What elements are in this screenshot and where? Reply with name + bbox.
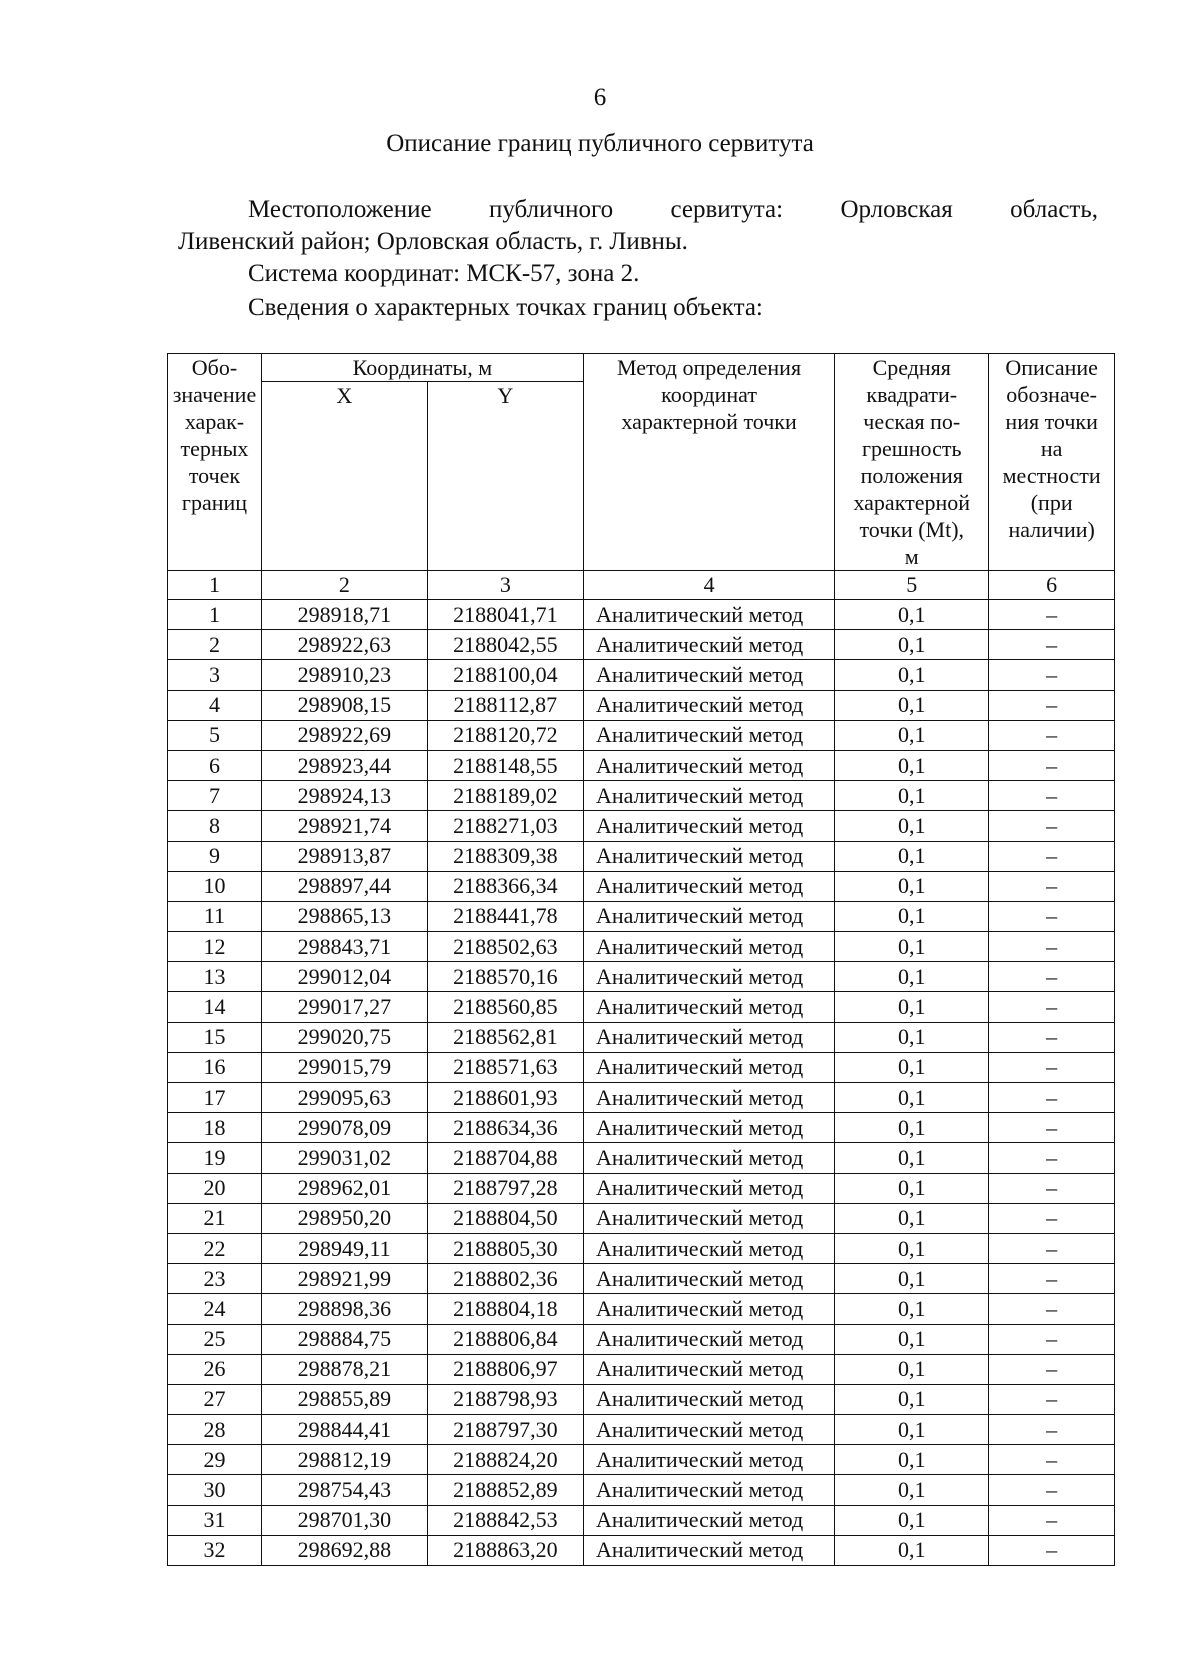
description-cell: – [989, 750, 1115, 780]
error-cell: 0,1 [835, 1113, 989, 1143]
method-cell: Аналитический метод [583, 1324, 834, 1354]
description-cell: – [989, 1294, 1115, 1324]
location-label: Местоположение [248, 196, 432, 223]
coord-x: 298754,43 [261, 1475, 427, 1505]
error-cell: 0,1 [835, 1384, 989, 1414]
table-row [168, 1294, 1115, 1324]
method-cell: Аналитический метод [583, 1052, 834, 1082]
table-row [168, 811, 1115, 841]
error-cell: 0,1 [835, 992, 989, 1022]
coord-x: 298855,89 [261, 1384, 427, 1414]
point-number: 26 [168, 1354, 262, 1384]
point-number: 29 [168, 1445, 262, 1475]
coord-x: 298949,11 [261, 1233, 427, 1263]
header-line: наличии) [1008, 517, 1095, 542]
method-cell: Аналитический метод [583, 1475, 834, 1505]
description-cell: – [989, 1354, 1115, 1384]
method-cell: Аналитический метод [583, 1415, 834, 1445]
coord-x: 298921,99 [261, 1264, 427, 1294]
description-cell: – [989, 1052, 1115, 1082]
method-cell: Аналитический метод [583, 1264, 834, 1294]
header-coordinates: Координаты, м [261, 354, 583, 382]
method-cell: Аналитический метод [583, 750, 834, 780]
point-number: 32 [168, 1535, 262, 1565]
method-cell: Аналитический метод [583, 871, 834, 901]
point-number: 27 [168, 1384, 262, 1414]
error-cell: 0,1 [835, 901, 989, 931]
coord-y: 2188041,71 [427, 600, 583, 630]
point-number: 13 [168, 962, 262, 992]
method-cell: Аналитический метод [583, 1294, 834, 1324]
point-number: 15 [168, 1022, 262, 1052]
coord-y: 2188863,20 [427, 1535, 583, 1565]
column-number: 3 [427, 571, 583, 600]
point-number: 17 [168, 1083, 262, 1113]
method-cell: Аналитический метод [583, 932, 834, 962]
error-cell: 0,1 [835, 1505, 989, 1535]
table-row [168, 660, 1115, 690]
points-info: Сведения о характерных точках границ объекта: [248, 294, 763, 321]
point-number: 14 [168, 992, 262, 1022]
error-cell: 0,1 [835, 1203, 989, 1233]
table-row [168, 841, 1115, 871]
coord-x: 298924,13 [261, 781, 427, 811]
method-cell: Аналитический метод [583, 630, 834, 660]
header-line: ческая по- [863, 409, 961, 434]
header-line: границ [181, 490, 248, 515]
method-cell: Аналитический метод [583, 600, 834, 630]
column-number: 5 [835, 571, 989, 600]
coord-y: 2188441,78 [427, 901, 583, 931]
description-cell: – [989, 1475, 1115, 1505]
method-cell: Аналитический метод [583, 811, 834, 841]
description-cell: – [989, 1143, 1115, 1173]
point-number: 4 [168, 690, 262, 720]
point-number: 18 [168, 1113, 262, 1143]
coord-x: 299012,04 [261, 962, 427, 992]
table-row [168, 1113, 1115, 1143]
coord-x: 299017,27 [261, 992, 427, 1022]
description-cell: – [989, 720, 1115, 750]
point-number: 11 [168, 901, 262, 931]
description-cell: – [989, 1022, 1115, 1052]
location-word: публичного [489, 196, 614, 223]
error-cell: 0,1 [835, 1445, 989, 1475]
point-number: 24 [168, 1294, 262, 1324]
point-number: 3 [168, 660, 262, 690]
header-line: харак- [184, 409, 245, 434]
table-row [168, 1083, 1115, 1113]
table-row [168, 1415, 1115, 1445]
coord-x: 298878,21 [261, 1354, 427, 1384]
header-line: квадрати- [866, 382, 958, 407]
point-number: 21 [168, 1203, 262, 1233]
error-cell: 0,1 [835, 841, 989, 871]
error-cell: 0,1 [835, 1173, 989, 1203]
coord-x: 298692,88 [261, 1535, 427, 1565]
description-cell: – [989, 781, 1115, 811]
coord-x: 299078,09 [261, 1113, 427, 1143]
table-row [168, 720, 1115, 750]
description-cell: – [989, 1505, 1115, 1535]
point-number: 9 [168, 841, 262, 871]
header-line: значение [172, 382, 257, 407]
point-number: 30 [168, 1475, 262, 1505]
header-line: характерной точки [621, 409, 797, 434]
location-word: Орловская [840, 196, 953, 223]
coord-y: 2188797,28 [427, 1173, 583, 1203]
location-word: сервитута: [670, 196, 784, 223]
header-line: характерной [853, 490, 971, 515]
coord-y: 2188502,63 [427, 932, 583, 962]
header-line: м [904, 544, 919, 569]
coord-y: 2188309,38 [427, 841, 583, 871]
description-cell: – [989, 901, 1115, 931]
table-row [168, 781, 1115, 811]
point-number: 23 [168, 1264, 262, 1294]
header-line: терных [180, 436, 249, 461]
location-word: область, [1010, 196, 1098, 223]
method-cell: Аналитический метод [583, 1203, 834, 1233]
table-row [168, 1022, 1115, 1052]
header-y: Y [427, 382, 583, 571]
page-number: 6 [593, 84, 607, 111]
description-cell: – [989, 962, 1115, 992]
table-row [168, 1535, 1115, 1565]
coord-y: 2188804,50 [427, 1203, 583, 1233]
table-row [168, 1233, 1115, 1263]
coord-y: 2188842,53 [427, 1505, 583, 1535]
description-cell: – [989, 992, 1115, 1022]
description-cell: – [989, 1535, 1115, 1565]
column-number: 2 [261, 571, 427, 600]
description-cell: – [989, 630, 1115, 660]
error-cell: 0,1 [835, 690, 989, 720]
method-cell: Аналитический метод [583, 1535, 834, 1565]
header-x: X [261, 382, 427, 571]
description-cell: – [989, 660, 1115, 690]
table-row [168, 1354, 1115, 1384]
point-number: 28 [168, 1415, 262, 1445]
coord-y: 2188852,89 [427, 1475, 583, 1505]
header-line: (при [1030, 490, 1073, 515]
header-line: Средняя [872, 355, 951, 380]
method-cell: Аналитический метод [583, 1022, 834, 1052]
coord-x: 298918,71 [261, 600, 427, 630]
table-row [168, 1324, 1115, 1354]
method-cell: Аналитический метод [583, 690, 834, 720]
description-cell: – [989, 932, 1115, 962]
point-number: 12 [168, 932, 262, 962]
coord-x: 298950,20 [261, 1203, 427, 1233]
coord-y: 2188601,93 [427, 1083, 583, 1113]
coord-x: 299031,02 [261, 1143, 427, 1173]
header-line: координат [661, 382, 757, 407]
error-cell: 0,1 [835, 1233, 989, 1263]
header-line: обозначе- [1006, 382, 1097, 407]
method-cell: Аналитический метод [583, 720, 834, 750]
table-row [168, 932, 1115, 962]
coord-x: 298844,41 [261, 1415, 427, 1445]
location-line2: Ливенский район; Орловская область, г. Ливны. [178, 228, 688, 255]
coord-x: 298843,71 [261, 932, 427, 962]
coord-x: 298897,44 [261, 871, 427, 901]
coord-x: 298921,74 [261, 811, 427, 841]
point-number: 7 [168, 781, 262, 811]
coord-x: 298701,30 [261, 1505, 427, 1535]
header-method [583, 354, 834, 571]
coord-y: 2188042,55 [427, 630, 583, 660]
point-number: 19 [168, 1143, 262, 1173]
coord-y: 2188571,63 [427, 1052, 583, 1082]
header-line: точек [188, 463, 241, 488]
description-cell: – [989, 690, 1115, 720]
coord-x: 298884,75 [261, 1324, 427, 1354]
header-line: на [1040, 436, 1063, 461]
coord-y: 2188804,18 [427, 1294, 583, 1324]
error-cell: 0,1 [835, 1022, 989, 1052]
error-cell: 0,1 [835, 660, 989, 690]
error-cell: 0,1 [835, 1475, 989, 1505]
error-cell: 0,1 [835, 600, 989, 630]
coord-y: 2188112,87 [427, 690, 583, 720]
coord-x: 298923,44 [261, 750, 427, 780]
coord-x: 298908,15 [261, 690, 427, 720]
coord-x: 298922,63 [261, 630, 427, 660]
point-number: 2 [168, 630, 262, 660]
table-row [168, 1445, 1115, 1475]
table-row [168, 1173, 1115, 1203]
point-number: 1 [168, 600, 262, 630]
coord-y: 2188100,04 [427, 660, 583, 690]
coordinate-system: Система координат: МСК-57, зона 2. [248, 260, 640, 287]
error-cell: 0,1 [835, 962, 989, 992]
coord-x: 299020,75 [261, 1022, 427, 1052]
description-cell: – [989, 1415, 1115, 1445]
method-cell: Аналитический метод [583, 660, 834, 690]
point-number: 5 [168, 720, 262, 750]
coord-x: 299095,63 [261, 1083, 427, 1113]
coord-x: 298910,23 [261, 660, 427, 690]
coord-x: 298812,19 [261, 1445, 427, 1475]
table-row [168, 962, 1115, 992]
error-cell: 0,1 [835, 1083, 989, 1113]
table-row [168, 750, 1115, 780]
table-row [168, 1505, 1115, 1535]
header-point-designation [168, 354, 262, 571]
point-number: 16 [168, 1052, 262, 1082]
coord-y: 2188570,16 [427, 962, 583, 992]
coord-y: 2188189,02 [427, 781, 583, 811]
error-cell: 0,1 [835, 1264, 989, 1294]
table-row [168, 600, 1115, 630]
method-cell: Аналитический метод [583, 962, 834, 992]
coord-y: 2188634,36 [427, 1113, 583, 1143]
coord-y: 2188824,20 [427, 1445, 583, 1475]
coord-x: 298865,13 [261, 901, 427, 931]
point-number: 10 [168, 871, 262, 901]
coord-x: 298922,69 [261, 720, 427, 750]
error-cell: 0,1 [835, 1143, 989, 1173]
column-number: 4 [583, 571, 834, 600]
method-cell: Аналитический метод [583, 992, 834, 1022]
table-row [168, 1475, 1115, 1505]
coord-x: 299015,79 [261, 1052, 427, 1082]
error-cell: 0,1 [835, 932, 989, 962]
description-cell: – [989, 811, 1115, 841]
location-paragraph [178, 194, 1098, 258]
method-cell: Аналитический метод [583, 1113, 834, 1143]
method-cell: Аналитический метод [583, 901, 834, 931]
method-cell: Аналитический метод [583, 1354, 834, 1384]
error-cell: 0,1 [835, 781, 989, 811]
description-cell: – [989, 1324, 1115, 1354]
description-cell: – [989, 1264, 1115, 1294]
coord-y: 2188366,34 [427, 871, 583, 901]
method-cell: Аналитический метод [583, 1233, 834, 1263]
coord-y: 2188562,81 [427, 1022, 583, 1052]
header-line: точки (Mt), [859, 517, 965, 542]
point-number: 25 [168, 1324, 262, 1354]
description-cell: – [989, 1384, 1115, 1414]
method-cell: Аналитический метод [583, 1505, 834, 1535]
table-row [168, 871, 1115, 901]
header-error [835, 354, 989, 571]
method-cell: Аналитический метод [583, 1445, 834, 1475]
method-cell: Аналитический метод [583, 841, 834, 871]
description-cell: – [989, 600, 1115, 630]
error-cell: 0,1 [835, 1535, 989, 1565]
page-title: Описание границ публичного сервитута [386, 130, 814, 157]
coord-x: 298962,01 [261, 1173, 427, 1203]
coord-y: 2188120,72 [427, 720, 583, 750]
column-number: 6 [989, 571, 1115, 600]
description-cell: – [989, 1445, 1115, 1475]
error-cell: 0,1 [835, 1354, 989, 1384]
table-row [168, 1203, 1115, 1233]
header-line: грешность [862, 436, 962, 461]
header-line: местности [1002, 463, 1101, 488]
table-row [168, 901, 1115, 931]
column-number: 1 [168, 571, 262, 600]
description-cell: – [989, 871, 1115, 901]
header-line: ния точки [1005, 409, 1098, 434]
header-description [989, 354, 1115, 571]
method-cell: Аналитический метод [583, 1384, 834, 1414]
header-line: Метод определения [617, 355, 802, 380]
method-cell: Аналитический метод [583, 781, 834, 811]
point-number: 31 [168, 1505, 262, 1535]
header-line: Описание [1005, 355, 1098, 380]
method-cell: Аналитический метод [583, 1173, 834, 1203]
header-line: Обо- [191, 355, 238, 380]
table-row [168, 992, 1115, 1022]
description-cell: – [989, 1233, 1115, 1263]
error-cell: 0,1 [835, 630, 989, 660]
column-numbers-row [168, 571, 1115, 600]
error-cell: 0,1 [835, 1052, 989, 1082]
description-cell: – [989, 1203, 1115, 1233]
coord-y: 2188148,55 [427, 750, 583, 780]
point-number: 8 [168, 811, 262, 841]
coord-y: 2188806,97 [427, 1354, 583, 1384]
error-cell: 0,1 [835, 750, 989, 780]
description-cell: – [989, 841, 1115, 871]
coord-y: 2188802,36 [427, 1264, 583, 1294]
coord-y: 2188797,30 [427, 1415, 583, 1445]
method-cell: Аналитический метод [583, 1143, 834, 1173]
table-row [168, 630, 1115, 660]
error-cell: 0,1 [835, 811, 989, 841]
description-cell: – [989, 1173, 1115, 1203]
point-number: 6 [168, 750, 262, 780]
method-cell: Аналитический метод [583, 1083, 834, 1113]
coord-y: 2188805,30 [427, 1233, 583, 1263]
point-number: 20 [168, 1173, 262, 1203]
table-row [168, 1264, 1115, 1294]
points-table [167, 353, 1115, 1566]
error-cell: 0,1 [835, 871, 989, 901]
coord-x: 298898,36 [261, 1294, 427, 1324]
point-number: 22 [168, 1233, 262, 1263]
coord-y: 2188560,85 [427, 992, 583, 1022]
table-row [168, 1143, 1115, 1173]
description-cell: – [989, 1113, 1115, 1143]
coord-y: 2188704,88 [427, 1143, 583, 1173]
coord-y: 2188806,84 [427, 1324, 583, 1354]
error-cell: 0,1 [835, 1324, 989, 1354]
coord-y: 2188271,03 [427, 811, 583, 841]
table-row [168, 690, 1115, 720]
table-row [168, 1384, 1115, 1414]
coord-x: 298913,87 [261, 841, 427, 871]
table-row [168, 1052, 1115, 1082]
header-line: положения [860, 463, 963, 488]
error-cell: 0,1 [835, 720, 989, 750]
error-cell: 0,1 [835, 1294, 989, 1324]
description-cell: – [989, 1083, 1115, 1113]
coord-y: 2188798,93 [427, 1384, 583, 1414]
error-cell: 0,1 [835, 1415, 989, 1445]
